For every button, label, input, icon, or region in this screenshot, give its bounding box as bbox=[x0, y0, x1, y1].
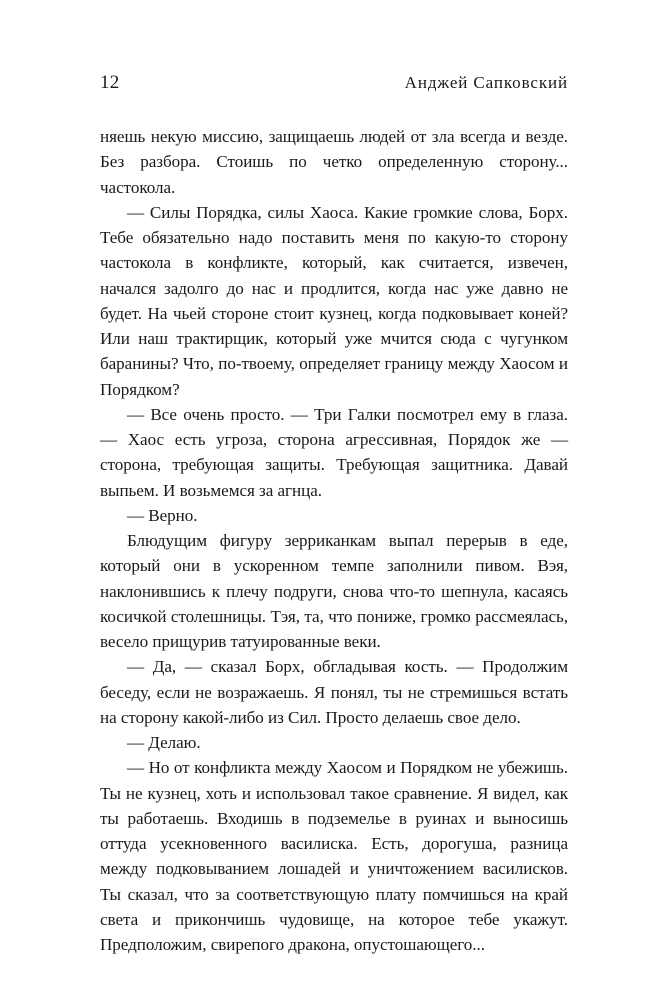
paragraph: — Но от конфликта между Хаосом и Порядком не убежишь. Ты не кузнец, хоть и использовал такое сравнение. Я видел, как ты работаешь. Входишь в подземелье в руинах и выносишь оттуда усекновенного василиска. Есть, дорогуша, разница между подковыванием лошадей и уничтожением василисков. Ты сказал, что за соответствующую плату помчишься на край света и прикончишь чудовище, на которое тебе укажут. Предположим, свирепого дракона, опустошающего... bbox=[100, 758, 568, 954]
paragraph: — Да, — сказал Борх, обгладывая кость. — Продолжим беседу, если не возражаешь. Я понял, ты не стремишься встать на сторону какой-либо из Сил. Просто делаешь свое дело. bbox=[100, 657, 568, 727]
page-content bbox=[100, 72, 568, 957]
running-title: Анджей Сапковский bbox=[404, 73, 568, 92]
page-header bbox=[100, 72, 568, 94]
paragraph: няешь некую миссию, защищаешь людей от зла всегда и везде. Без разбора. Стоишь по четко определенную сторону... частокола. bbox=[100, 127, 568, 197]
paragraph: — Все очень просто. — Три Галки посмотрел ему в глаза. — Хаос есть угроза, сторона агрессивная, Порядок же — сторона, требующая защиты. Требующая защитника. Давай выпьем. И возьмемся за агнца. bbox=[100, 404, 568, 500]
page-number: 12 bbox=[100, 72, 120, 93]
paragraph: — Делаю. bbox=[127, 733, 201, 752]
paragraph: — Верно. bbox=[127, 505, 198, 525]
paragraph: Блюдущим фигуру зерриканкам выпал перерыв в еде, который они в ускоренном темпе заполнили пивом. Вэя, наклонившись к плечу подруги, снова что-то шепнула, касаясь косичкой столешницы. Тэя, та, что пониже, громко рассмеялась, весело прищурив татуированные веки. bbox=[100, 531, 568, 651]
body-text bbox=[100, 124, 568, 957]
paragraph: — Силы Порядка, силы Хаоса. Какие громкие слова, Борх. Тебе обязательно надо поставить меня по какую-то сторону частокола в конфликте, который, как считается, извечен, начался задолго до нас и продлится, когда нас уже давно не будет. На чьей стороне стоит кузнец, когда подковывает коней? Или наш трактирщик, который уже мчится сюда с чугунком баранины? Что, по-твоему, определяет границу между Хаосом и Порядком? bbox=[100, 202, 568, 399]
